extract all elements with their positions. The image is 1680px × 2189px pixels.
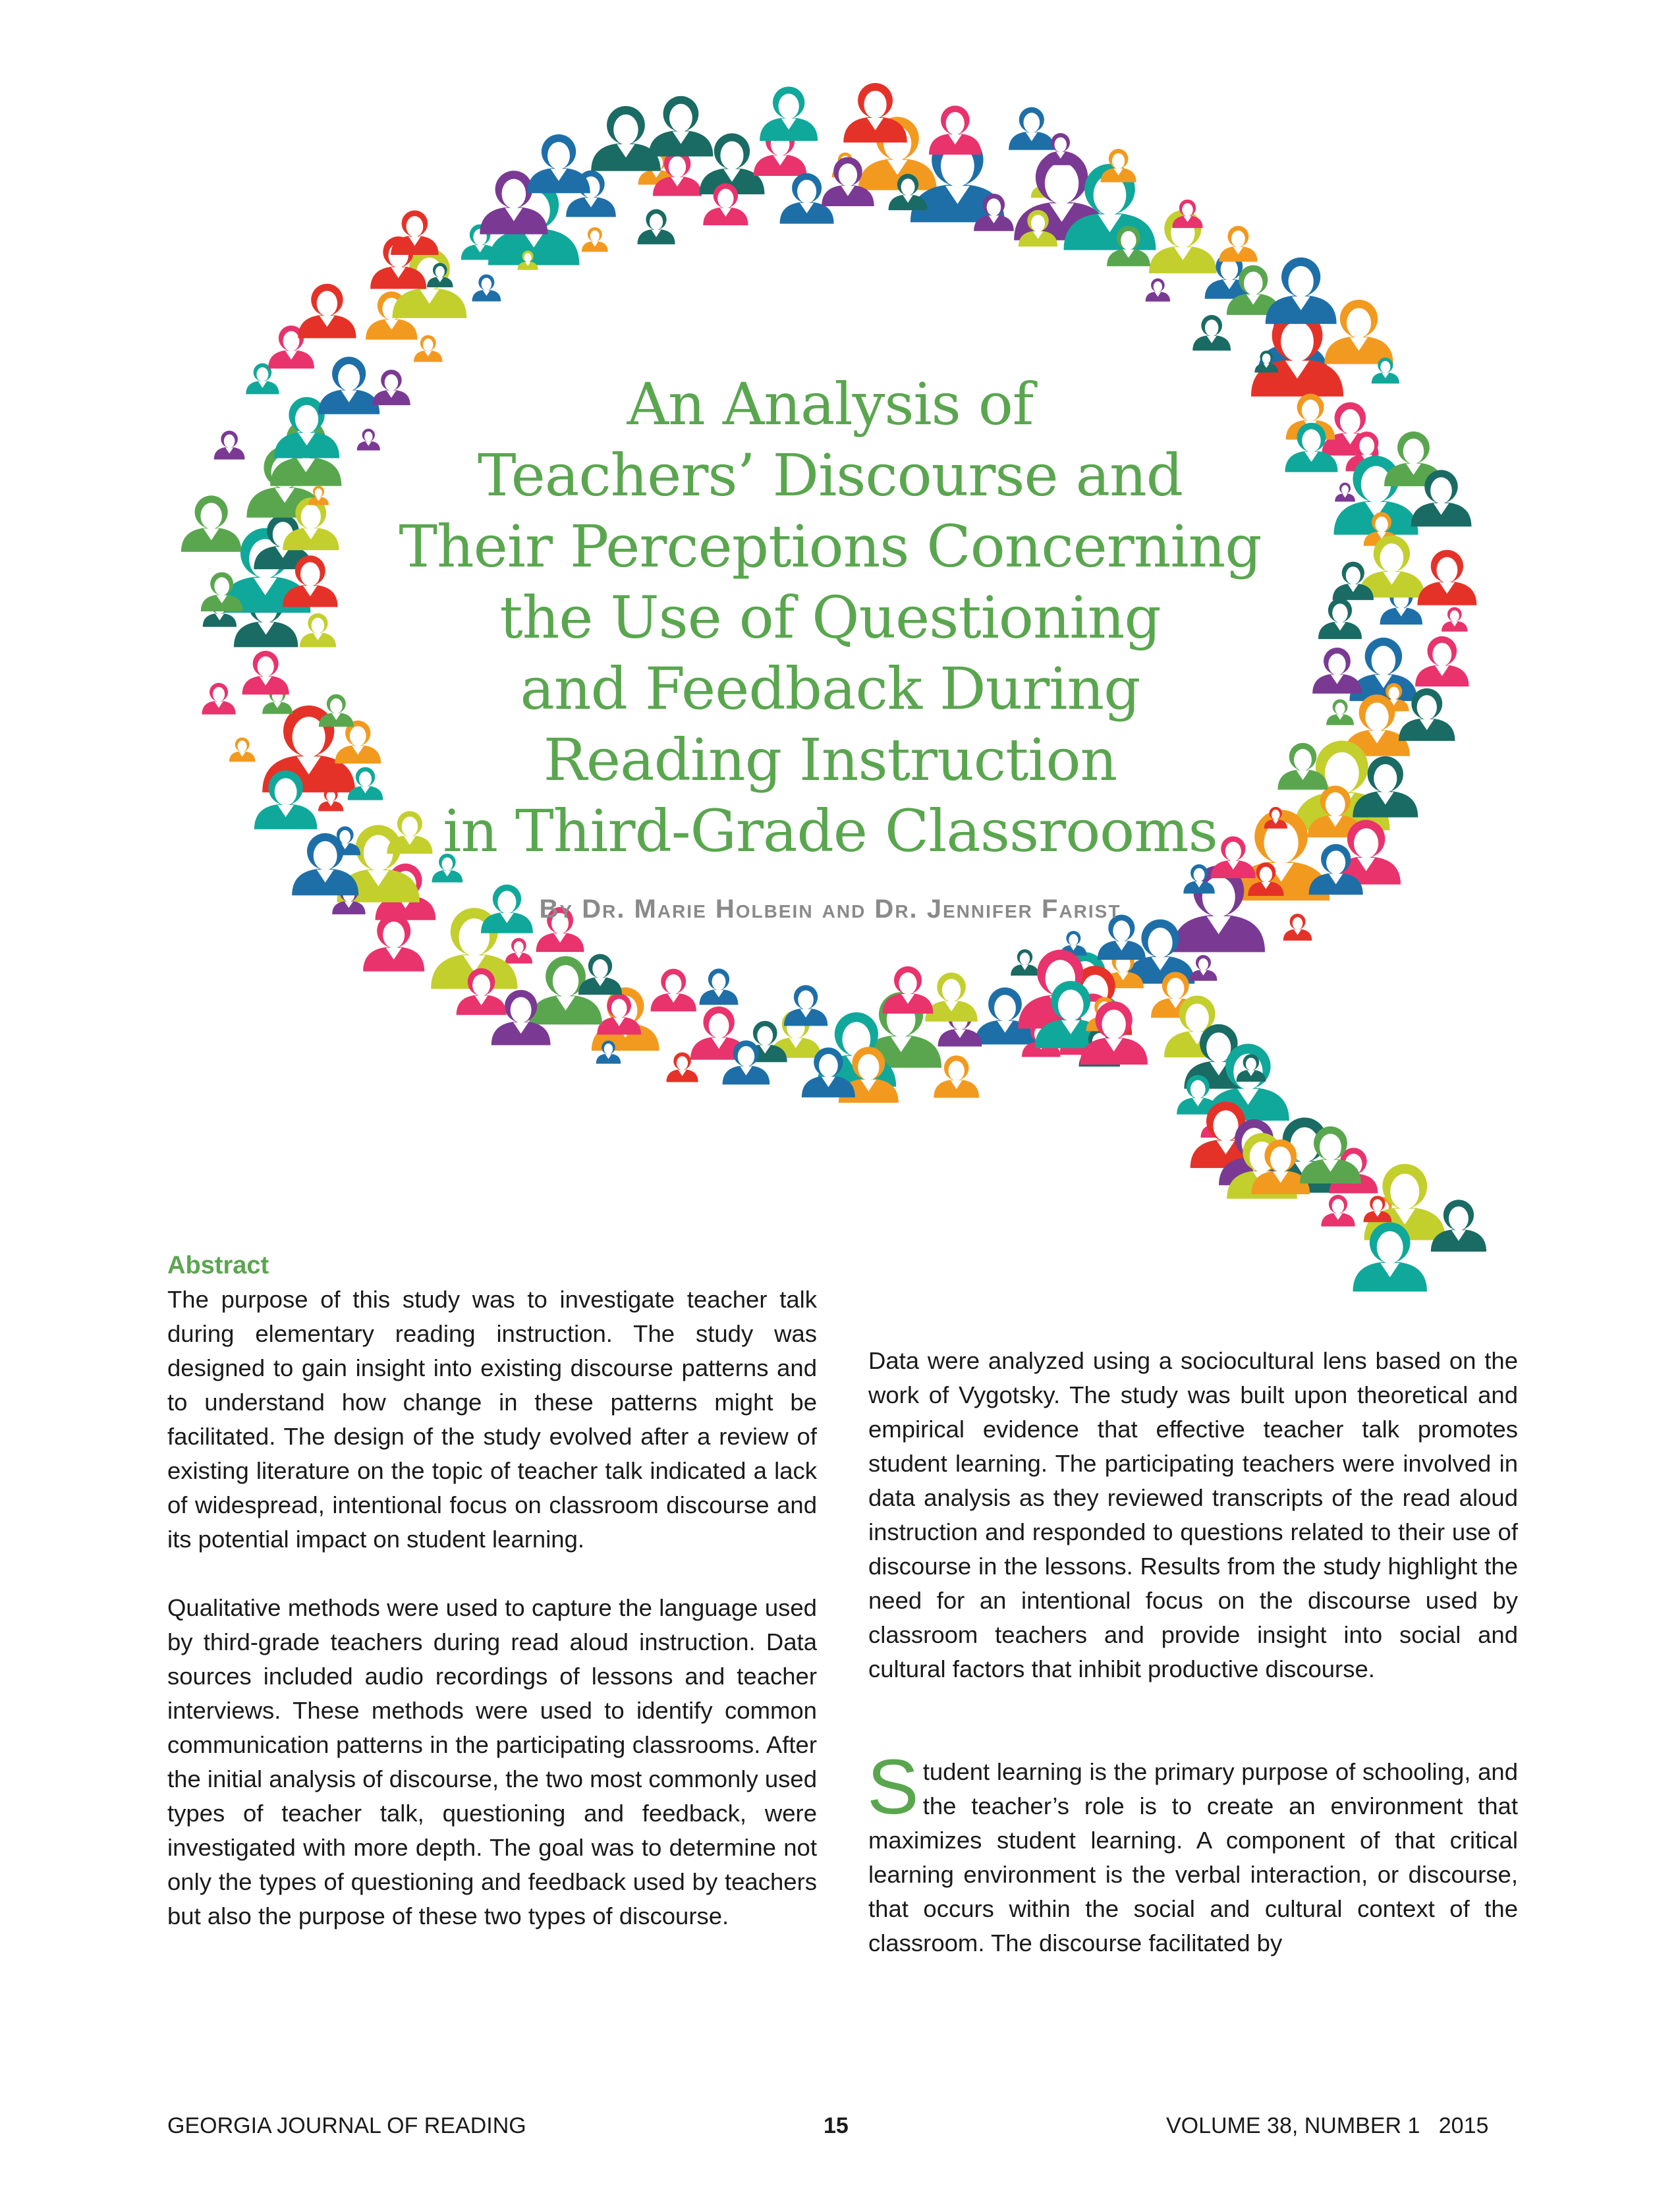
person-icon [527,134,590,193]
abstract-heading: Abstract [167,1252,269,1279]
person-icon [591,106,660,171]
footer-page-number: 15 [824,2113,849,2138]
person-icon [1011,949,1039,976]
person-icon [1324,300,1393,364]
person-icon [298,284,356,339]
person-icon [648,96,713,157]
person-icon [472,275,501,302]
abstract-paragraph: Data were analyzed using a sociocultural lens based on the work of Vygotsky. The study was built upon theoretical and empirical evidence that effective teacher talk promotes student learning. The participating teachers were involved in data analysis as they reviewed transcripts of the read aloud instruction and responded to questions related to their use of discourse in the lessons. Results from the study highlight the need for an intentional focus on the discourse used by classroom teachers and provide insight into social and cultural factors that inhibit productive discourse. [868,1347,1518,1682]
title-line: Teachers’ Discourse and [477,441,1183,509]
footer-journal: GEORGIA JOURNAL OF READING [167,2113,526,2138]
title-block [329,369,1331,924]
person-icon [700,968,739,1005]
footer-volume: VOLUME 38, NUMBER 1 2015 [1166,2113,1489,2138]
person-icon [1146,279,1171,302]
person-icon [202,683,235,715]
person-icon [1266,258,1337,324]
person-icon [651,969,696,1012]
byline: By Dr. Marie Holbein and Dr. Jennifer Farist [539,895,1121,924]
person-icon [843,83,907,142]
person-icon [391,210,438,255]
title-line: An Analysis of [627,370,1034,438]
person-icon [1009,107,1054,150]
person-icon [229,737,256,762]
article-title [329,369,1331,867]
person-icon [1190,955,1218,981]
right-column [868,1344,1518,1995]
person-icon [1219,226,1257,262]
person-icon [1335,483,1355,502]
left-column [167,1248,817,1968]
abstract-paragraph: Qualitative methods were used to capture the language used by third-grade teachers during read aloud instruction. Data sources included audio recordings of lessons and teacher interviews. These methods were used to identify common communication patterns in the participating classrooms. After the initial analysis of discourse, the two most commonly used types of teacher talk, questioning and feedback, were investigated with more depth. The goal was to determine not only the types of questioning and feedback used by teachers but also the purpose of these two types of discourse. [167,1594,817,1929]
drop-cap: S [867,1744,919,1831]
person-icon [1192,315,1231,350]
person-icon [1417,550,1476,605]
title-line: in Third-Grade Classrooms [443,797,1218,865]
person-icon [638,209,675,244]
person-icon [214,431,245,460]
title-line: Reading Instruction [543,726,1117,794]
person-icon [582,227,608,252]
person-icon [1442,607,1468,632]
body-intro-text: tudent learning is the primary purpose of schooling, and the teacher’s role is to create an environment that maximizes student learning. A component of that critical learning environment is the verbal interaction, or discourse, that occurs within the social and cultural context of the classroom. The discourse facilitated by [868,1758,1518,1956]
person-icon [784,985,827,1026]
person-icon [505,938,532,964]
abstract-paragraph: The purpose of this study was to investigate teacher talk during elementary reading instruction. The study was designed to gain insight into existing discourse patterns and to understand how change in these patterns might be facilitated. The design of the study evolved after a review of existing literature on the topic of teacher talk indicated a lack of widespread, intentional focus on classroom discourse and its potential impact on student learning. [167,1286,817,1553]
person-icon [929,105,981,154]
person-icon [1321,1195,1355,1227]
person-icon [414,335,442,362]
person-icon [925,972,978,1021]
body-intro-paragraph [867,1744,1518,1960]
title-line: Their Perceptions Concerning [399,513,1262,580]
person-icon [760,86,818,140]
title-line: the Use of Questioning [499,584,1161,651]
person-icon [1415,636,1469,686]
person-icon [883,966,934,1014]
title-line: and Feedback During [520,655,1140,723]
person-icon [242,651,289,695]
person-icon [181,495,241,552]
